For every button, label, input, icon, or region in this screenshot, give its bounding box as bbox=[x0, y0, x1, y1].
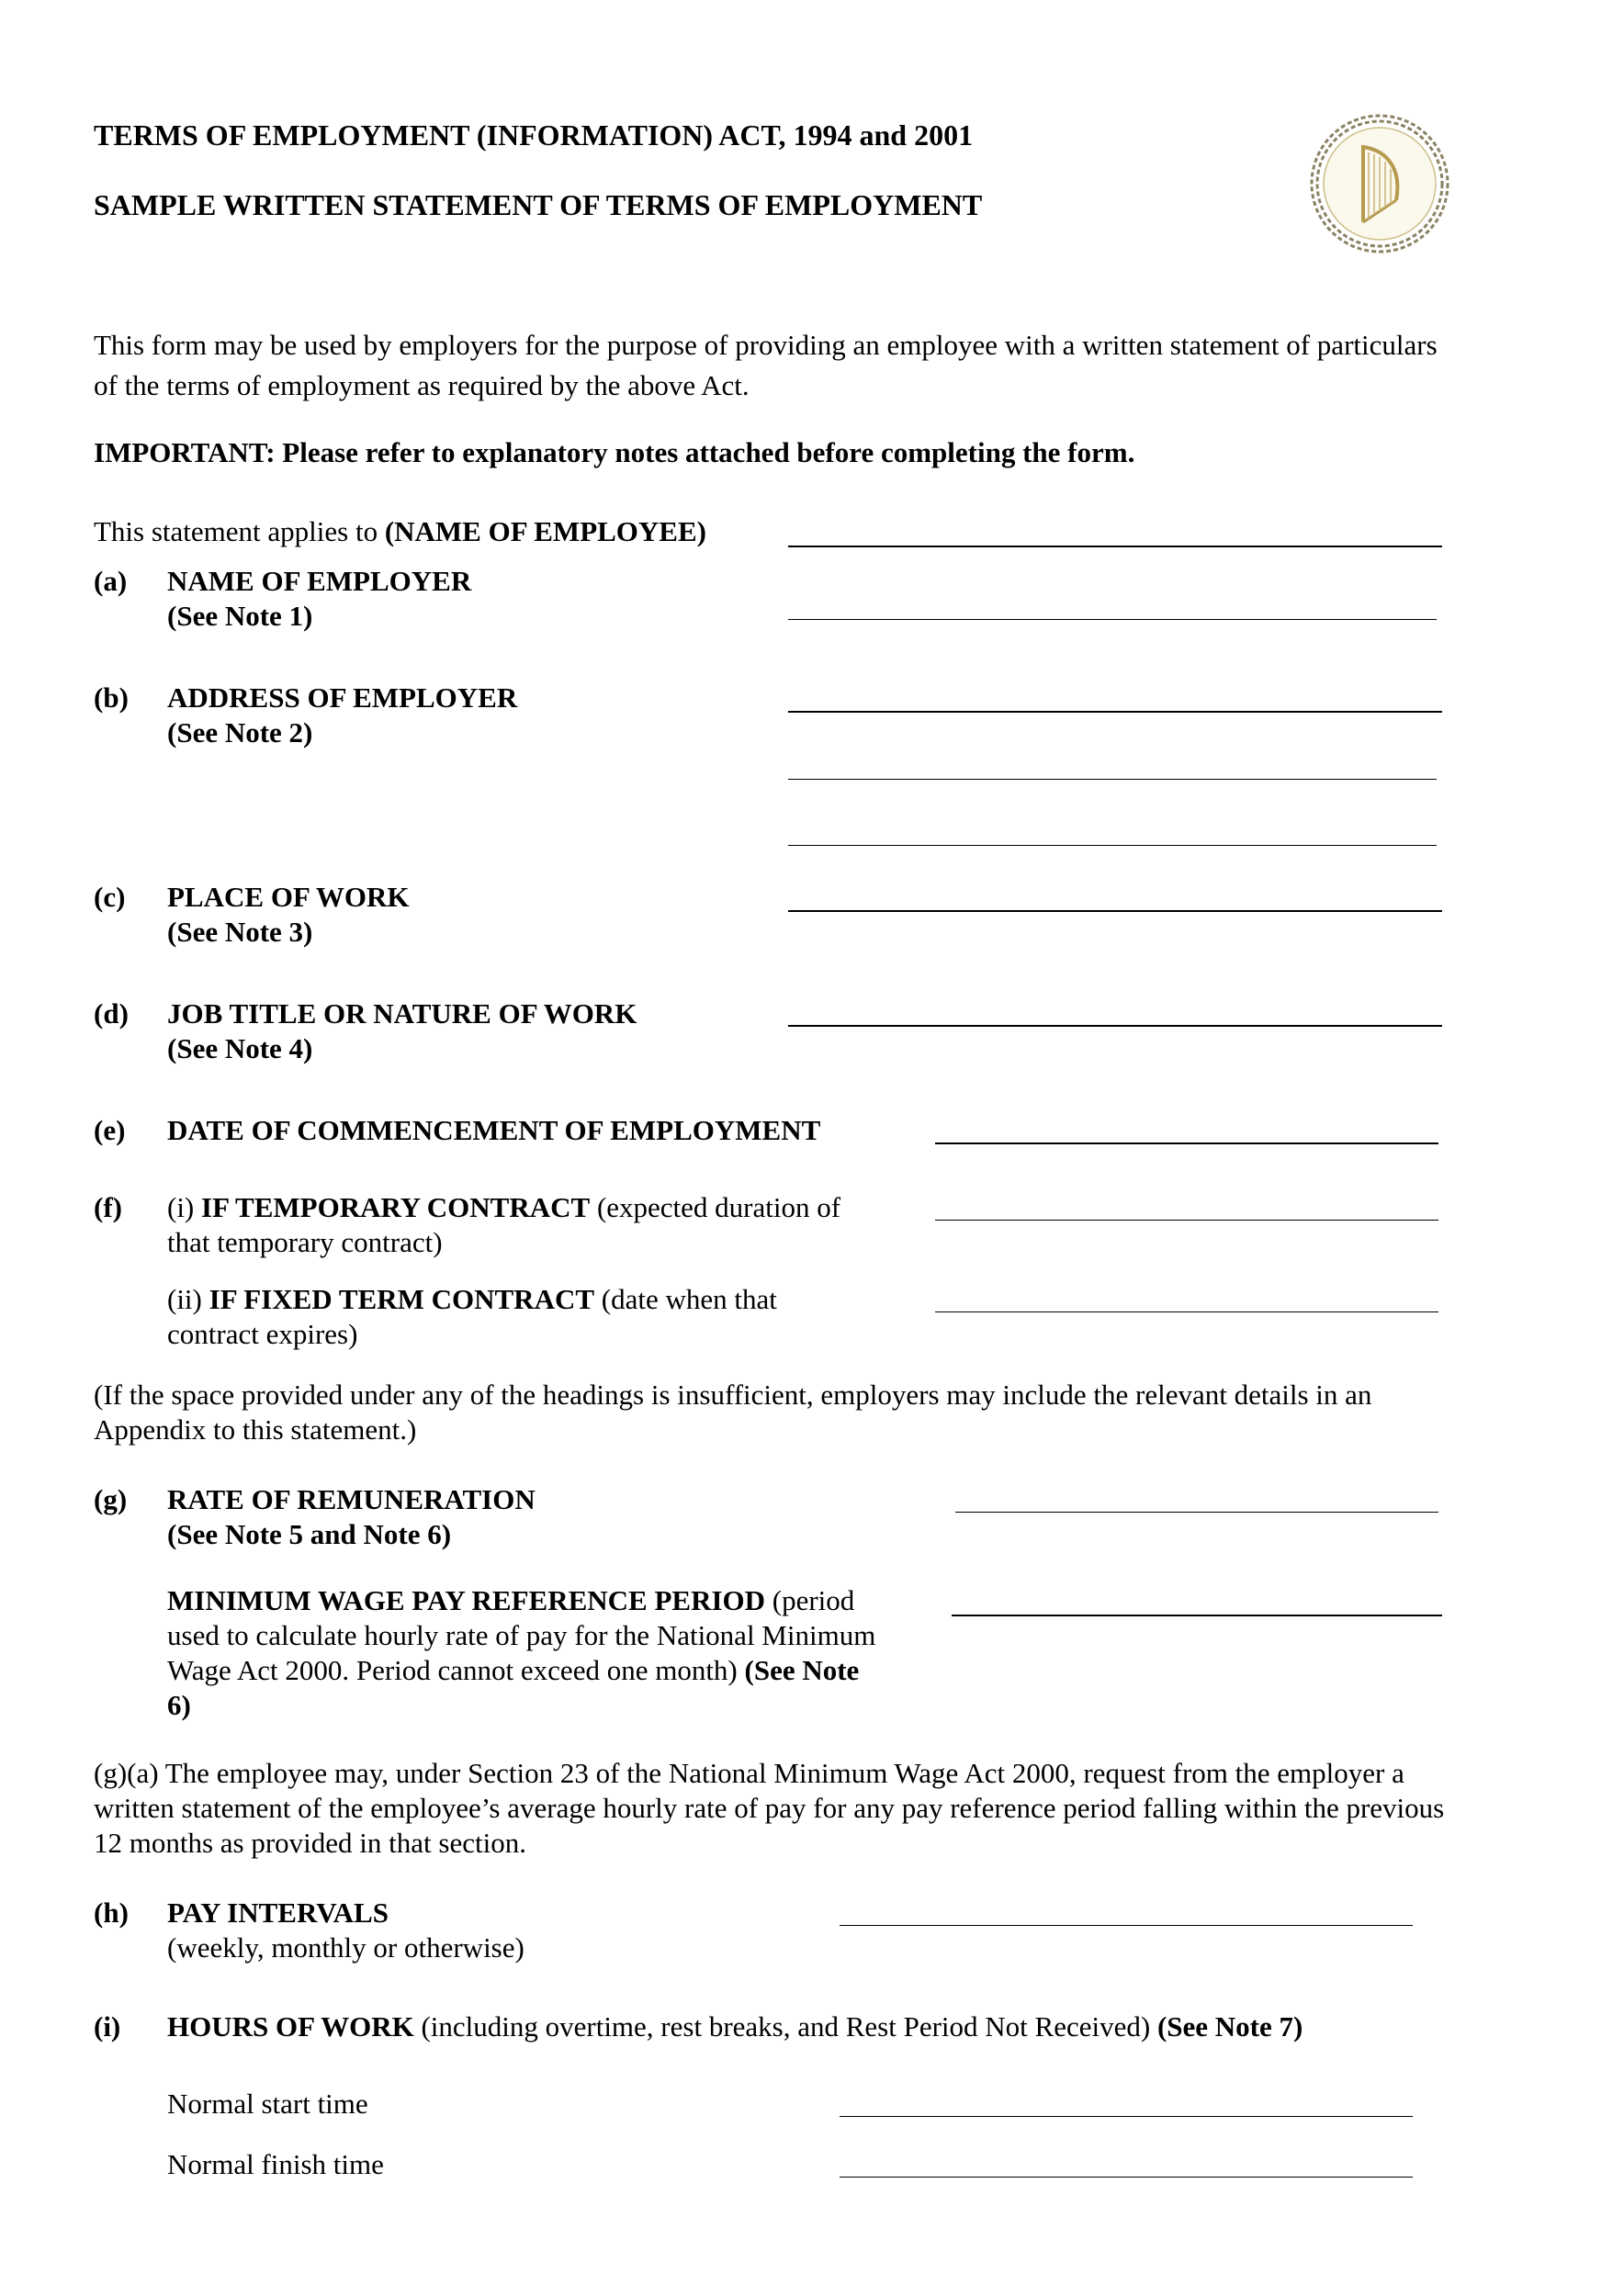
normal-start-time-label: Normal start time bbox=[167, 2088, 368, 2120]
page-title: TERMS OF EMPLOYMENT (INFORMATION) ACT, 1994 and 2001 bbox=[94, 118, 974, 152]
min-wage-period-label: MINIMUM WAGE PAY REFERENCE PERIOD (period bbox=[167, 1584, 855, 1616]
employer-address-field-1[interactable] bbox=[788, 711, 1442, 713]
place-of-work-field[interactable] bbox=[788, 910, 1442, 912]
employer-address-label: ADDRESS OF EMPLOYER bbox=[167, 681, 518, 714]
employer-name-label: NAME OF EMPLOYER bbox=[167, 565, 472, 597]
item-letter-i: (i) bbox=[94, 2010, 121, 2043]
employer-address-field-3[interactable] bbox=[788, 845, 1437, 846]
employer-address-field-2[interactable] bbox=[788, 779, 1437, 780]
job-title-label: JOB TITLE OR NATURE OF WORK bbox=[167, 997, 637, 1030]
item-letter-c: (c) bbox=[94, 881, 126, 913]
applies-to-label: This statement applies to (NAME OF EMPLOYEE) bbox=[94, 515, 706, 547]
temporary-contract-label-cont: that temporary contract) bbox=[167, 1226, 443, 1258]
commencement-date-field[interactable] bbox=[935, 1142, 1438, 1144]
intro-line-1: This form may be used by employers for the purpose of providing an employee with a written statement of particulars bbox=[94, 329, 1438, 361]
min-wage-period-line-3: Wage Act 2000. Period cannot exceed one month) (See Note bbox=[167, 1654, 860, 1686]
ga-line-2: written statement of the employee’s average hourly rate of pay for any pay reference period falling within the previous bbox=[94, 1792, 1445, 1824]
remuneration-rate-field[interactable] bbox=[955, 1512, 1438, 1513]
temporary-contract-field[interactable] bbox=[935, 1220, 1438, 1221]
fixed-term-contract-label-cont: contract expires) bbox=[167, 1318, 358, 1350]
fixed-term-contract-label: (ii) IF FIXED TERM CONTRACT (date when that bbox=[167, 1283, 777, 1315]
item-letter-e: (e) bbox=[94, 1114, 126, 1146]
employer-name-note: (See Note 1) bbox=[167, 600, 313, 632]
min-wage-period-line-4: 6) bbox=[167, 1689, 191, 1721]
item-letter-g: (g) bbox=[94, 1483, 128, 1515]
employer-name-field[interactable] bbox=[788, 619, 1437, 620]
employer-address-note: (See Note 2) bbox=[167, 716, 313, 748]
commencement-date-label: DATE OF COMMENCEMENT OF EMPLOYMENT bbox=[167, 1114, 821, 1146]
place-of-work-label: PLACE OF WORK bbox=[167, 881, 410, 913]
intro-line-2: of the terms of employment as required by the above Act. bbox=[94, 369, 750, 401]
min-wage-period-field[interactable] bbox=[952, 1615, 1442, 1616]
remuneration-rate-label: RATE OF REMUNERATION bbox=[167, 1483, 536, 1515]
remuneration-rate-note: (See Note 5 and Note 6) bbox=[167, 1518, 452, 1550]
normal-finish-time-label: Normal finish time bbox=[167, 2148, 384, 2180]
important-notice: IMPORTANT: Please refer to explanatory notes attached before completing the form. bbox=[94, 436, 1135, 468]
ga-line-1: (g)(a) The employee may, under Section 23 of the National Minimum Wage Act 2000, request from the employer a bbox=[94, 1757, 1404, 1789]
normal-start-time-field[interactable] bbox=[840, 2116, 1413, 2117]
hours-of-work-label: HOURS OF WORK (including overtime, rest breaks, and Rest Period Not Received) (See Note 7) bbox=[167, 2010, 1303, 2043]
ga-line-3: 12 months as provided in that section. bbox=[94, 1827, 526, 1859]
place-of-work-note: (See Note 3) bbox=[167, 916, 313, 948]
employee-name-field[interactable] bbox=[788, 546, 1442, 547]
temporary-contract-label: (i) IF TEMPORARY CONTRACT (expected duration of bbox=[167, 1191, 841, 1223]
job-title-note: (See Note 4) bbox=[167, 1032, 313, 1064]
pay-intervals-field[interactable] bbox=[840, 1925, 1413, 1926]
item-letter-f: (f) bbox=[94, 1191, 122, 1223]
pay-intervals-label: PAY INTERVALS bbox=[167, 1896, 389, 1929]
appendix-note-line-2: Appendix to this statement.) bbox=[94, 1413, 417, 1446]
page-subtitle: SAMPLE WRITTEN STATEMENT OF TERMS OF EMPLOYMENT bbox=[94, 188, 983, 221]
item-letter-d: (d) bbox=[94, 997, 129, 1030]
job-title-field[interactable] bbox=[788, 1025, 1442, 1027]
item-letter-b: (b) bbox=[94, 681, 129, 714]
appendix-note-line-1: (If the space provided under any of the headings is insufficient, employers may include the relevant details in an bbox=[94, 1379, 1372, 1411]
item-letter-h: (h) bbox=[94, 1896, 129, 1929]
fixed-term-contract-field[interactable] bbox=[935, 1311, 1438, 1312]
item-letter-a: (a) bbox=[94, 565, 128, 597]
normal-finish-time-field[interactable] bbox=[840, 2177, 1413, 2178]
pay-intervals-note: (weekly, monthly or otherwise) bbox=[167, 1931, 524, 1964]
min-wage-period-line-2: used to calculate hourly rate of pay for the National Minimum bbox=[167, 1619, 876, 1651]
harp-seal-icon bbox=[1306, 110, 1453, 257]
